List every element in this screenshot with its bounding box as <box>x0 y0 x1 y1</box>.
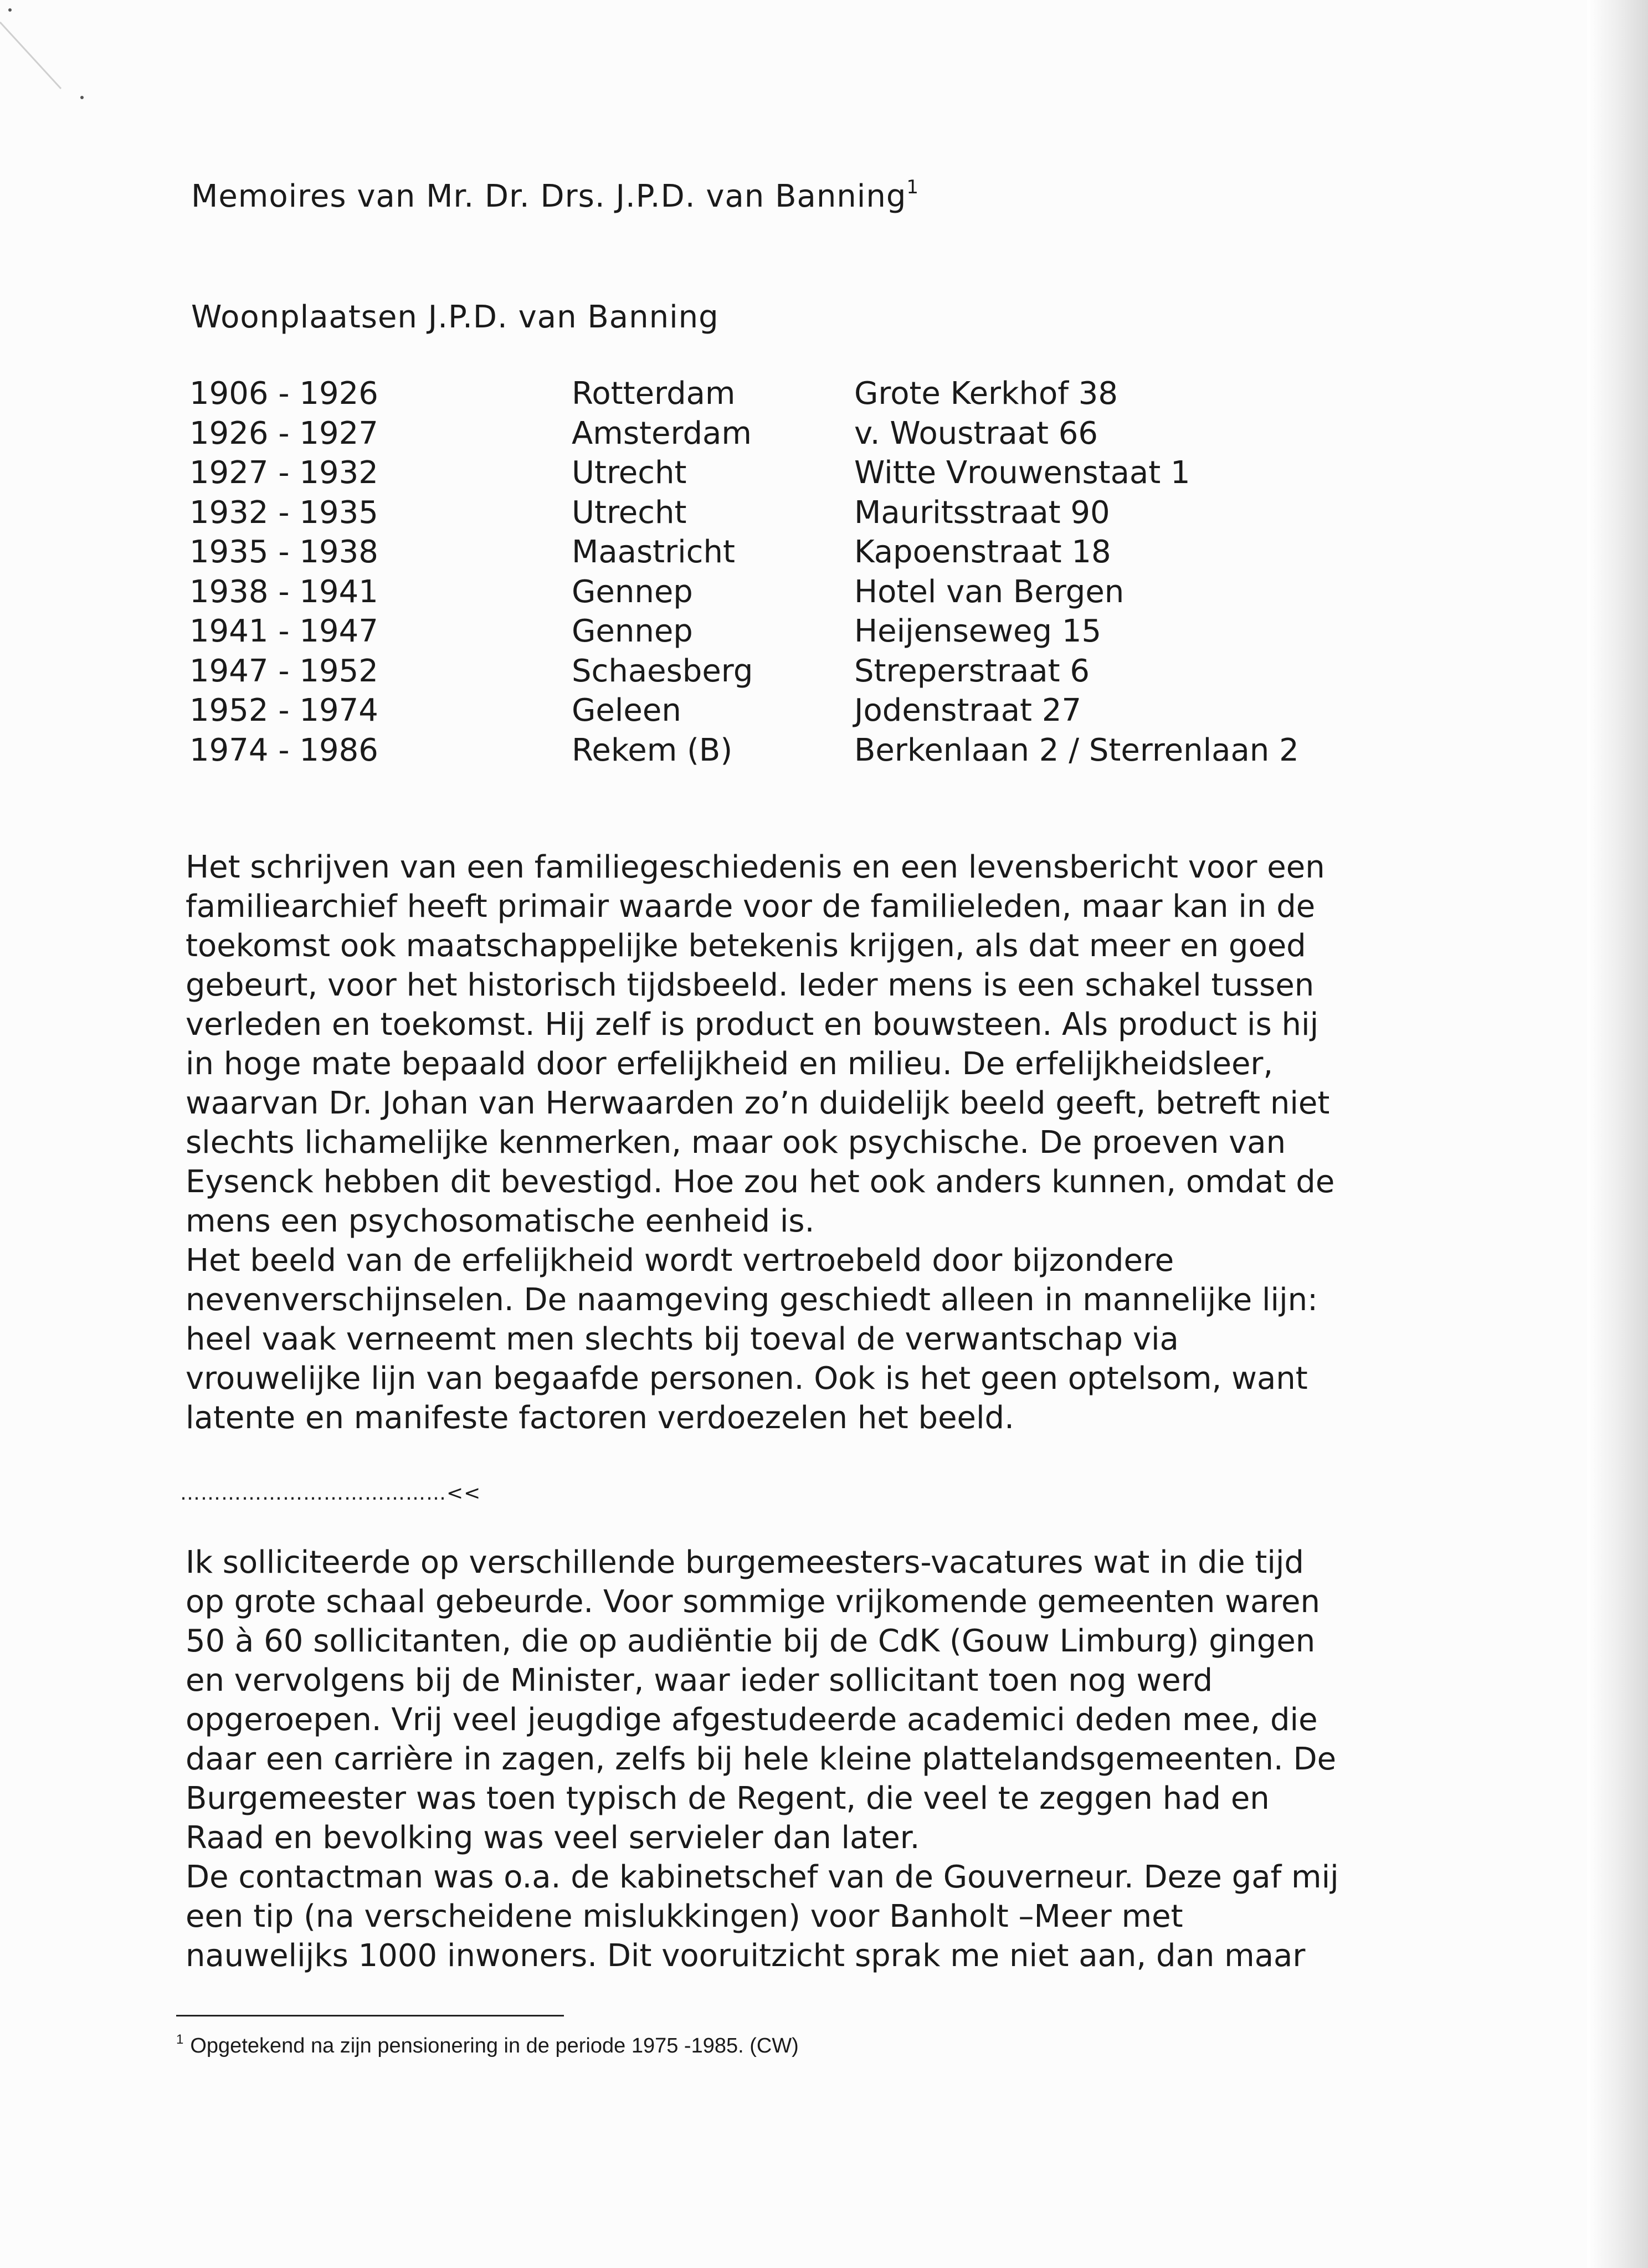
text-line: heel vaak verneemt men slechts bij toeval de verwantschap via <box>186 1321 1179 1357</box>
residence-period: 1941 - 1947 <box>189 613 378 649</box>
footnote-text: Opgetekend na zijn pensionering in de periode 1975 -1985. (CW) <box>190 2034 799 2057</box>
text-line: opgeroepen. Vrij veel jeugdige afgestudeerde academici deden mee, die <box>186 1702 1318 1738</box>
footnote-rule <box>176 2015 564 2016</box>
residence-city: Rekem (B) <box>572 732 733 768</box>
text-line: familiearchief heeft primair waarde voor de familieleden, maar kan in de <box>186 889 1316 925</box>
text-line: Het schrijven van een familiegeschiedenis en een levensbericht voor een <box>186 849 1325 885</box>
text-line: nauwelijks 1000 inwoners. Dit vooruitzicht sprak me niet aan, dan maar <box>186 1938 1306 1974</box>
title-text: Memoires van Mr. Dr. Drs. J.P.D. van Banning <box>191 178 907 214</box>
text-line: slechts lichamelijke kenmerken, maar ook psychische. De proeven van <box>186 1125 1286 1161</box>
section-separator: …………………………………<< <box>180 1482 481 1505</box>
residence-period: 1926 - 1927 <box>189 415 378 451</box>
text-line: Burgemeester was toen typisch de Regent, die veel te zeggen had en <box>186 1780 1270 1817</box>
residence-period: 1932 - 1935 <box>189 494 378 531</box>
residence-period: 1935 - 1938 <box>189 534 378 570</box>
residence-address: Grote Kerkhof 38 <box>854 376 1118 412</box>
paragraph-applications <box>186 1543 1404 1975</box>
residence-city: Rotterdam <box>572 376 736 412</box>
text-line: waarvan Dr. Johan van Herwaarden zo’n duidelijk beeld geeft, betreft niet <box>186 1085 1330 1121</box>
folded-corner-mark <box>0 0 100 111</box>
text-line: en vervolgens bij de Minister, waar ieder sollicitant toen nog werd <box>186 1662 1213 1699</box>
residence-city: Geleen <box>572 692 681 728</box>
residence-period: 1938 - 1941 <box>189 573 378 610</box>
text-line: De contactman was o.a. de kabinetschef van de Gouverneur. Deze gaf mij <box>186 1859 1339 1895</box>
text-line: op grote schaal gebeurde. Voor sommige vrijkomende gemeenten waren <box>186 1584 1320 1620</box>
text-line: toekomst ook maatschappelijke betekenis krijgen, als dat meer en goed <box>186 928 1306 964</box>
residence-address: Heijenseweg 15 <box>854 613 1102 649</box>
residence-city: Amsterdam <box>572 415 752 451</box>
text-line: vrouwelijke lijn van begaafde personen. Ook is het geen optelsom, want <box>186 1361 1308 1397</box>
title-footnote-marker: 1 <box>906 176 920 198</box>
residence-city: Schaesberg <box>572 653 753 689</box>
residence-address: Kapoenstraat 18 <box>854 534 1111 570</box>
text-line: latente en manifeste factoren verdoezelen het beeld. <box>186 1400 1014 1436</box>
text-line: Het beeld van de erfelijkheid wordt vertroebeld door bijzondere <box>186 1243 1174 1279</box>
paragraph-heredity <box>186 848 1404 1438</box>
footnote-marker: 1 <box>176 2032 184 2047</box>
text-line: daar een carrière in zagen, zelfs bij hele kleine plattelandsgemeenten. De <box>186 1741 1337 1777</box>
residence-address: Streperstraat 6 <box>854 653 1090 689</box>
residence-city: Utrecht <box>572 494 687 531</box>
residence-address: Mauritsstraat 90 <box>854 494 1110 531</box>
residence-period: 1906 - 1926 <box>189 376 378 412</box>
residences-heading: Woonplaatsen J.P.D. van Banning <box>191 299 719 335</box>
text-line: nevenverschijnselen. De naamgeving geschiedt alleen in mannelijke lijn: <box>186 1282 1318 1318</box>
text-line: Eysenck hebben dit bevestigd. Hoe zou het ook anders kunnen, omdat de <box>186 1164 1335 1200</box>
residence-city: Gennep <box>572 613 693 649</box>
residence-city: Gennep <box>572 573 693 610</box>
text-line: Raad en bevolking was veel servieler dan later. <box>186 1820 920 1856</box>
scanner-edge-shadow <box>1587 0 1648 2268</box>
residence-address: Jodenstraat 27 <box>854 692 1082 728</box>
residence-period: 1952 - 1974 <box>189 692 378 728</box>
text-line: mens een psychosomatische eenheid is. <box>186 1203 815 1239</box>
footnote <box>176 2032 799 2058</box>
residence-city: Maastricht <box>572 534 735 570</box>
residence-address: v. Woustraat 66 <box>854 415 1098 451</box>
residence-address: Hotel van Bergen <box>854 573 1125 610</box>
residence-address: Berkenlaan 2 / Sterrenlaan 2 <box>854 732 1299 768</box>
residence-address: Witte Vrouwenstaat 1 <box>854 455 1190 491</box>
text-line: gebeurt, voor het historisch tijdsbeeld. Ieder mens is een schakel tussen <box>186 967 1315 1003</box>
text-line: in hoge mate bepaald door erfelijkheid en milieu. De erfelijkheidsleer, <box>186 1046 1274 1082</box>
residence-period: 1927 - 1932 <box>189 455 378 491</box>
text-line: een tip (na verscheidene mislukkingen) voor Banholt –Meer met <box>186 1898 1183 1935</box>
residence-period: 1947 - 1952 <box>189 653 378 689</box>
residence-period: 1974 - 1986 <box>189 732 378 768</box>
text-line: 50 à 60 sollicitanten, die op audiëntie bij de CdK (Gouw Limburg) gingen <box>186 1623 1316 1659</box>
text-line: verleden en toekomst. Hij zelf is product en bouwsteen. Als product is hij <box>186 1007 1319 1043</box>
residence-city: Utrecht <box>572 455 687 491</box>
text-line: Ik solliciteerde op verschillende burgemeesters-vacatures wat in die tijd <box>186 1545 1304 1581</box>
document-title <box>191 176 919 214</box>
